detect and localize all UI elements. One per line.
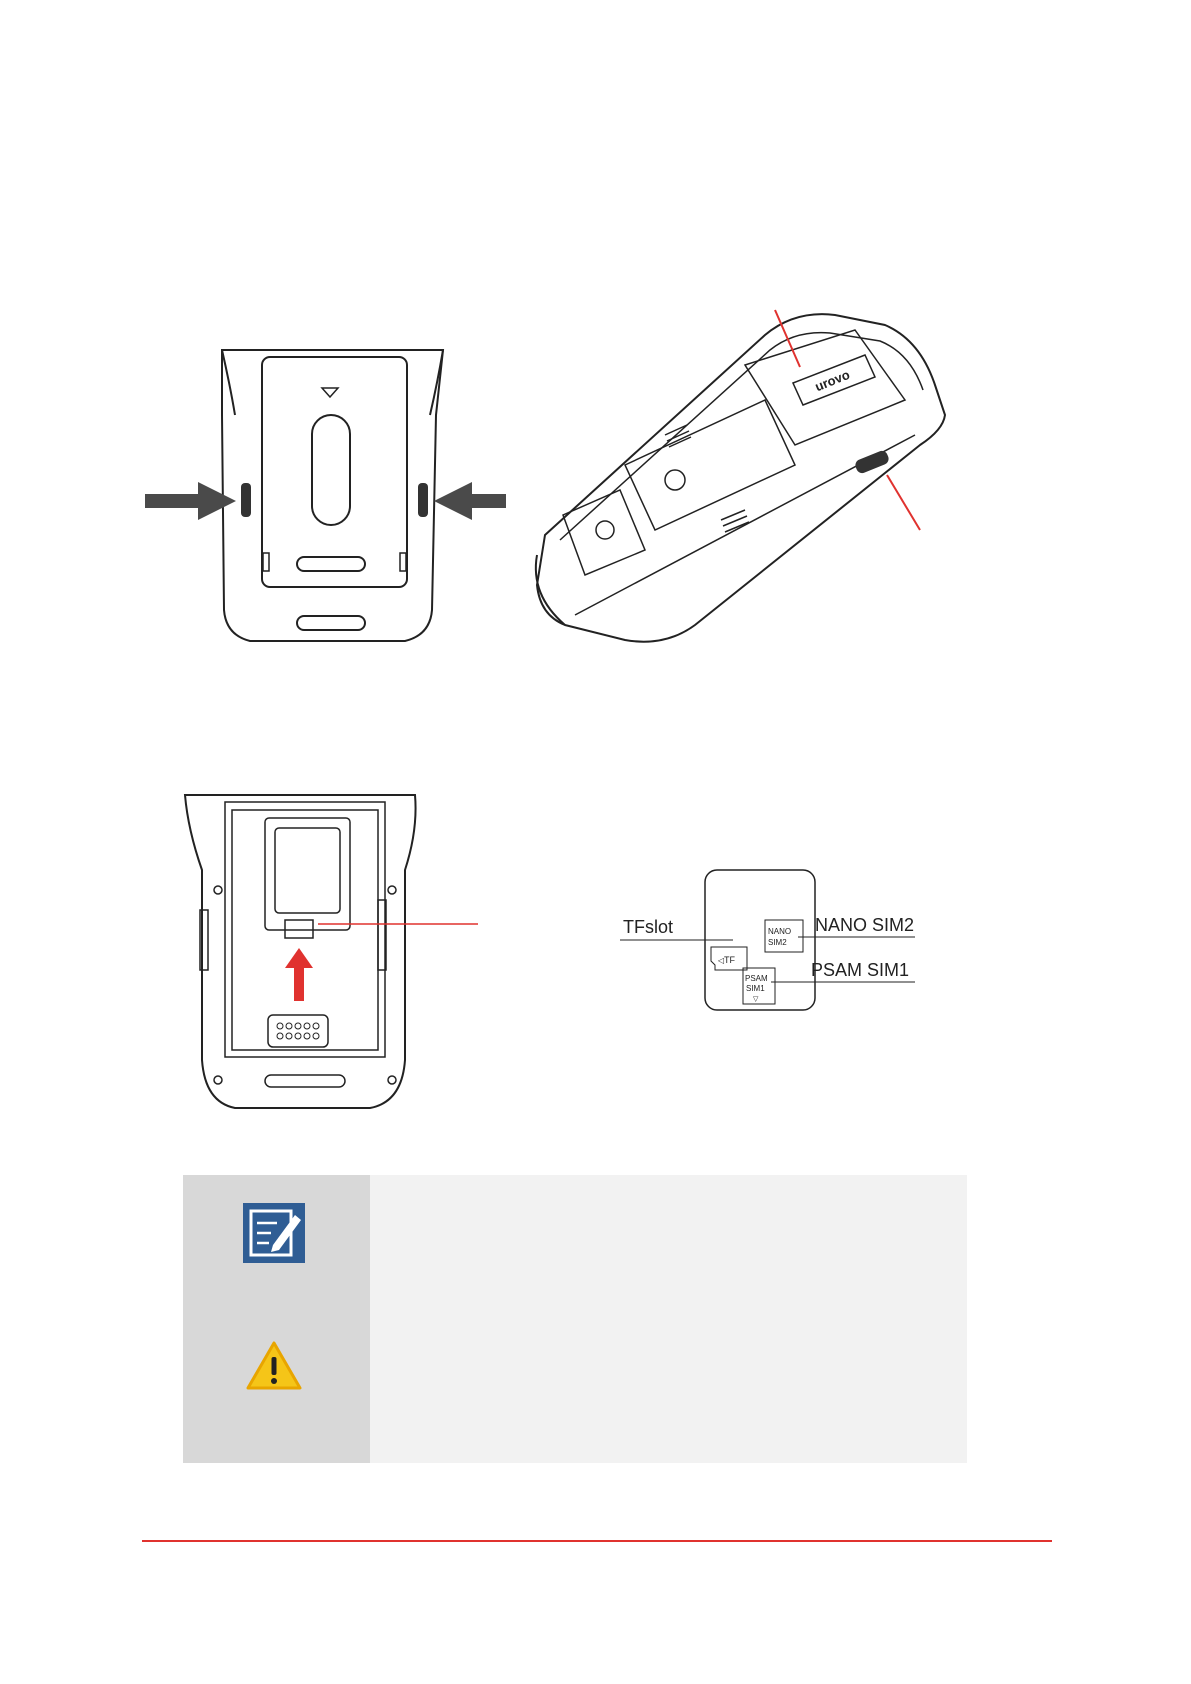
brand-logo: urovo [812,366,852,395]
press-arrow-right [434,482,506,520]
nano-mark-1: NANO [768,927,792,936]
pointer-side [887,475,920,530]
psam-sim1-label: PSAM SIM1 [811,960,910,980]
tf-direction-icon: ◁ [718,956,725,965]
nano-sim2-label: NANO SIM2 [815,915,915,935]
card-insert-figure [180,790,480,1115]
back-cover-release-figure [140,345,510,645]
nano-mark-2: SIM2 [768,938,787,947]
note-edit-icon [243,1203,305,1263]
footer-rule [142,1540,1052,1542]
note-warning-box [183,1175,967,1463]
psam-direction-icon: ▽ [753,996,759,1003]
psam-mark-2: SIM1 [746,984,765,993]
insert-arrow-up [285,948,313,1001]
warning-triangle-icon [245,1340,303,1392]
tf-card-mark: TF [724,955,735,965]
device-back-figure [525,305,985,650]
tf-slot-label: TFslot [623,917,674,937]
sim-slot-diagram [615,865,915,1015]
psam-mark-1: PSAM [745,974,768,983]
